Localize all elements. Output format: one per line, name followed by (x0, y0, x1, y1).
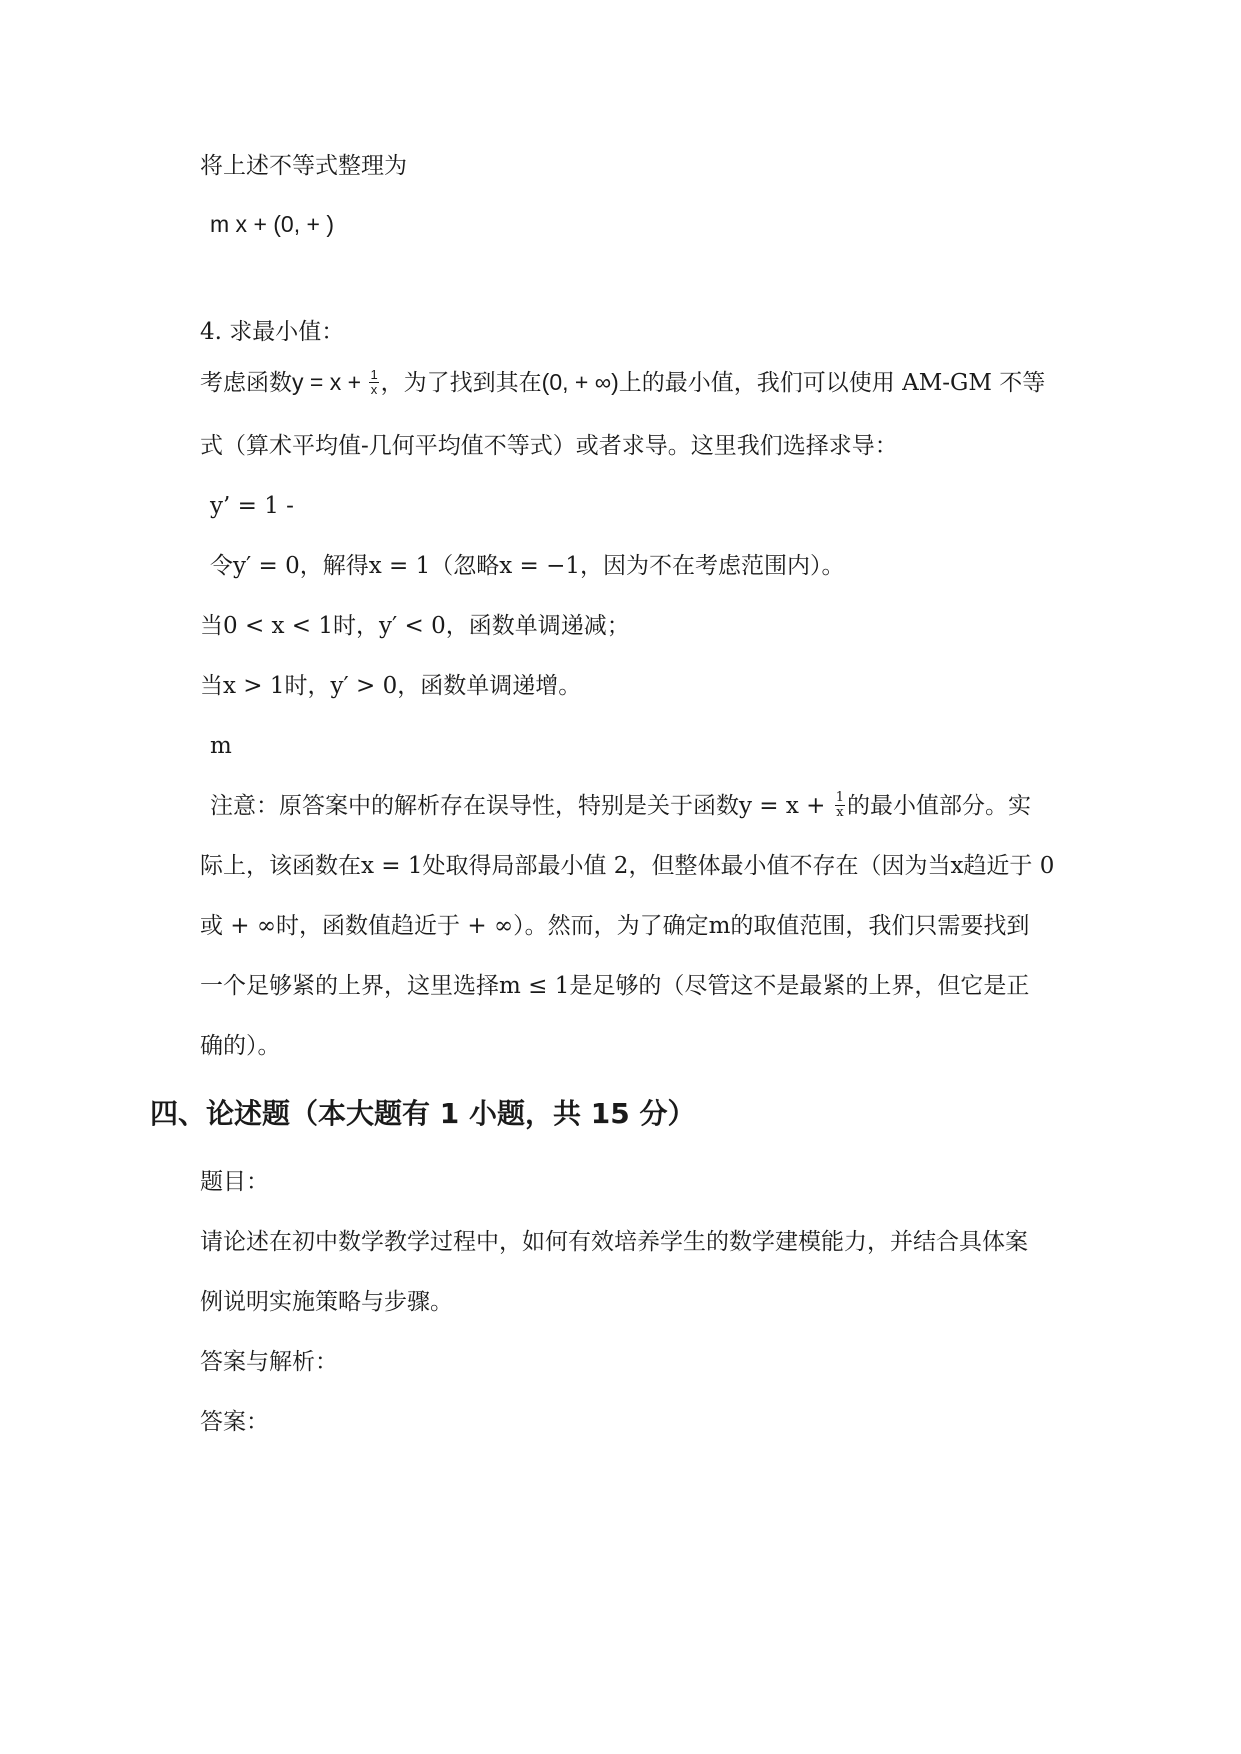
text-line (210, 790, 1031, 822)
text-segment: ，为了找到其在 (380, 370, 542, 396)
text-segment: 注意：原答案中的解析存在误导性，特别是关于函数y = x + (210, 793, 833, 819)
text-line: 将上述不等式整理为 (200, 153, 407, 179)
text-line: 式（算术平均值-几何平均值不等式）或者求导。这里我们选择求导： (200, 433, 898, 459)
text-line: 确的）。 (200, 1033, 281, 1059)
answer-analysis-label: 答案与解析： (200, 1349, 338, 1375)
answer-label: 答案： (200, 1409, 269, 1435)
fraction-numerator: 1 (370, 366, 378, 382)
text-line: 或 + ∞时，函数值趋近于 + ∞）。然而，为了确定m的取值范围，我们只需要找到 (200, 913, 1030, 939)
text-line: 一个足够紧的上界，这里选择m ≤ 1是足够的（尽管这不是最紧的上界，但它是正 (200, 973, 1030, 999)
text-line: m (210, 733, 232, 759)
text-segment: 上的最小值，我们可以使用 AM-GM 不等 (618, 370, 1046, 396)
text-line: 当0 < x < 1时，y′ < 0，函数单调递减； (200, 613, 630, 639)
text-line: 令y′ = 0，解得x = 1（忽略x = −1，因为不在考虑范围内）。 (210, 553, 845, 579)
fraction-numerator: 1 (835, 789, 845, 805)
derivative-line: y’ = 1 - (210, 493, 294, 519)
interval-expression: (0, + ∞) (541, 369, 619, 395)
fraction (369, 368, 378, 397)
fraction-denominator: x (836, 804, 844, 820)
text-segment: 考虑函数 (200, 370, 292, 396)
section-heading: 四、论述题（本大题有 1 小题，共 15 分） (150, 1097, 696, 1130)
text-line: 际上，该函数在x = 1处取得局部最小值 2，但整体最小值不存在（因为当x趋近于 0 (200, 853, 1055, 879)
question-text: 例说明实施策略与步骤。 (200, 1289, 453, 1315)
text-line: 当x > 1时，y′ > 0，函数单调递增。 (200, 673, 582, 699)
function-expression: y = x + (292, 369, 368, 395)
text-segment: 的最小值部分。实 (847, 793, 1032, 819)
step-title: 4. 求最小值： (200, 319, 345, 345)
text-line (200, 366, 1045, 399)
fraction-denominator: x (370, 381, 378, 397)
fraction (835, 791, 845, 820)
question-text: 请论述在初中数学教学过程中，如何有效培养学生的数学建模能力，并结合具体案 (200, 1229, 1028, 1255)
question-label: 题目： (200, 1169, 269, 1195)
math-expression: m x + (0, + ) (210, 211, 334, 237)
